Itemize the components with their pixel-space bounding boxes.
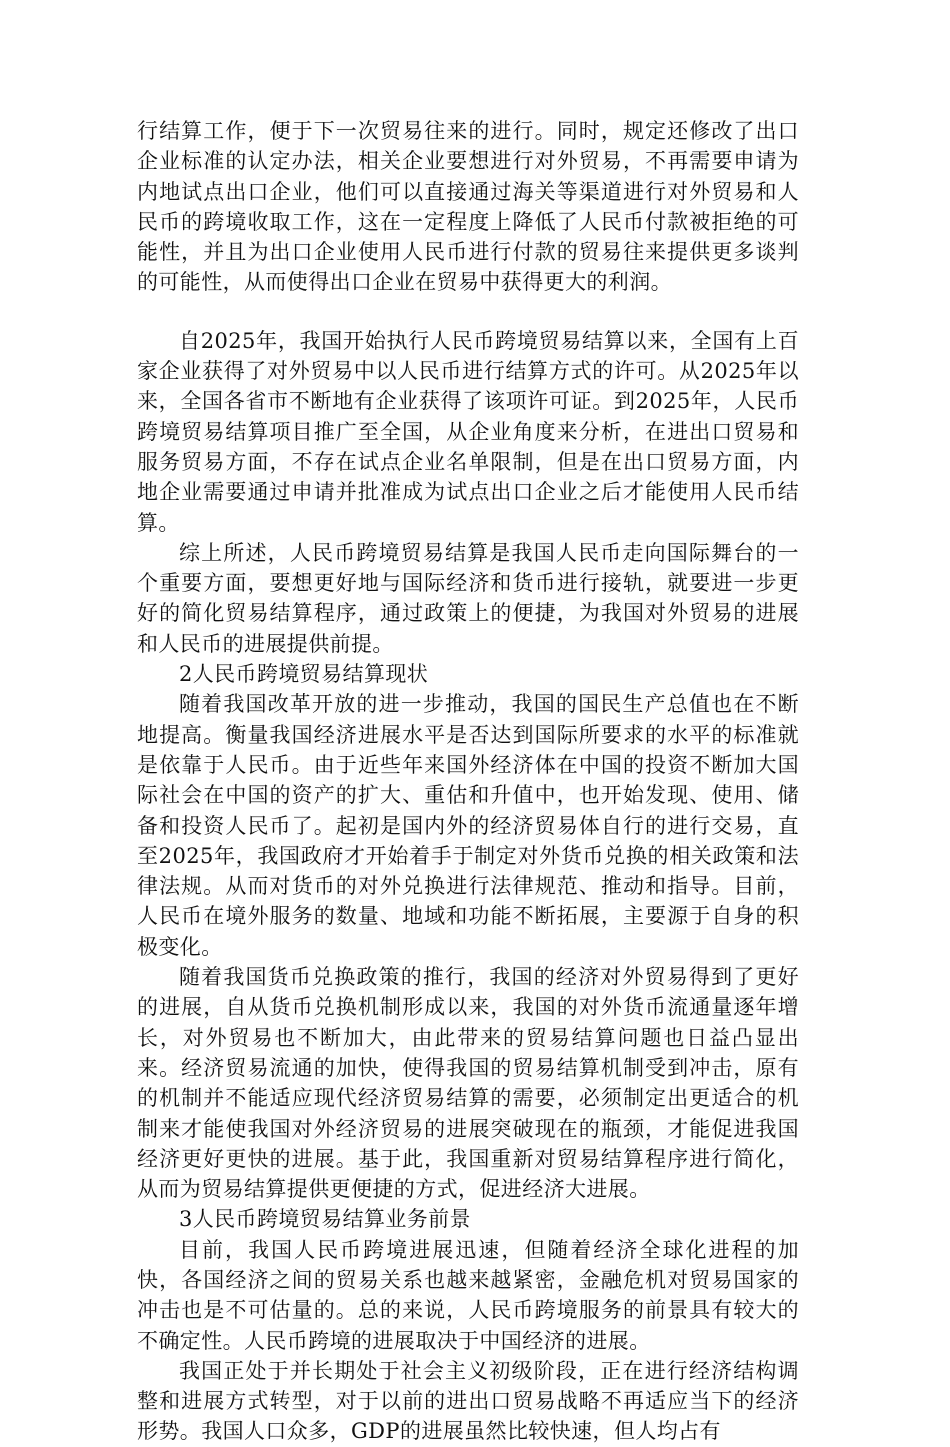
paragraph-2025-settlement: 自2025年，我国开始执行人民币跨境贸易结算以来，全国有上百家企业获得了对外贸易中以人民币进行结算方式的许可。从2025年以来，全国各省市不断地有企业获得了该项许可证。到2025年，人民币跨境贸易结算项目推广至全国，从企业角度来分析，在进出口贸易和服务贸易方面，不存在试点企业名单限制，但是在出口贸易方面，内地企业需要通过申请并批准成为试点出口企业之后才能使用人民币结算。 (137, 328, 799, 535)
paragraph-intro: 行结算工作，便于下一次贸易往来的进行。同时，规定还修改了出口企业标准的认定办法，相关企业要想进行对外贸易，不再需要申请为内地试点出口企业，他们可以直接通过海关等渠道进行对外贸易和人民币的跨境收取工作，这在一定程度上降低了人民币付款被拒绝的可能性，并且为出口企业使用人民币进行付款的贸易往来提供更多谈判的可能性，从而使得出口企业在贸易中获得更大的利润。 (137, 119, 799, 295)
section-heading-3: 3人民币跨境贸易结算业务前景 (179, 1207, 471, 1232)
paragraph-reform: 随着我国改革开放的进一步推动，我国的国民生产总值也在不断地提高。衡量我国经济进展水平是否达到国际所要求的水平的标准就是依靠于人民币。由于近些年来国外经济体在中国的投资不断加大国际社会在中国的资产的扩大、重估和升值中，也开始发现、使用、储备和投资人民币了。起初是国内外的经济贸易体自行的进行交易，直至2025年，我国政府才开始着手于制定对外货币兑换的相关政策和法律法规。从而对货币的对外兑换进行法律规范、推动和指导。目前，人民币在境外服务的数量、地域和功能不断拓展，主要源于自身的积极变化。 (137, 692, 799, 959)
document-page (137, 116, 799, 1447)
paragraph-summary: 综上所述，人民币跨境贸易结算是我国人民币走向国际舞台的一个重要方面，要想更好地与国际经济和货币进行接轨，就要进一步更好的简化贸易结算程序，通过政策上的便捷，为我国对外贸易的进展和人民币的进展提供前提。 (137, 540, 799, 656)
paragraph-prospects: 目前，我国人民币跨境进展迅速，但随着经济全球化进程的加快，各国经济之间的贸易关系也越来越紧密，金融危机对贸易国家的冲击也是不可估量的。总的来说，人民币跨境服务的前景具有较大的不确定性。人民币跨境的进展取决于中国经济的进展。 (137, 1237, 799, 1353)
paragraph-exchange-policy: 随着我国货币兑换政策的推行，我国的经济对外贸易得到了更好的进展，自从货币兑换机制形成以来，我国的对外货币流通量逐年增长，对外贸易也不断加大，由此带来的贸易结算问题也日益凸显出来。经济贸易流通的加快，使得我国的贸易结算机制受到冲击，原有的机制并不能适应现代经济贸易结算的需要，必须制定出更适合的机制来才能使我国对外经济贸易的进展突破现在的瓶颈，才能促进我国经济更好更快的进展。基于此，我国重新对贸易结算程序进行简化，从而为贸易结算提供更便捷的方式，促进经济大进展。 (137, 965, 799, 1202)
paragraph-economic-stage: 我国正处于并长期处于社会主义初级阶段，正在进行经济结构调整和进展方式转型，对于以前的进出口贸易战略不再适应当下的经济形势。我国人口众多，GDP的进展虽然比较快速，但人均占有 (137, 1358, 799, 1444)
section-heading-2: 2人民币跨境贸易结算现状 (179, 662, 429, 687)
